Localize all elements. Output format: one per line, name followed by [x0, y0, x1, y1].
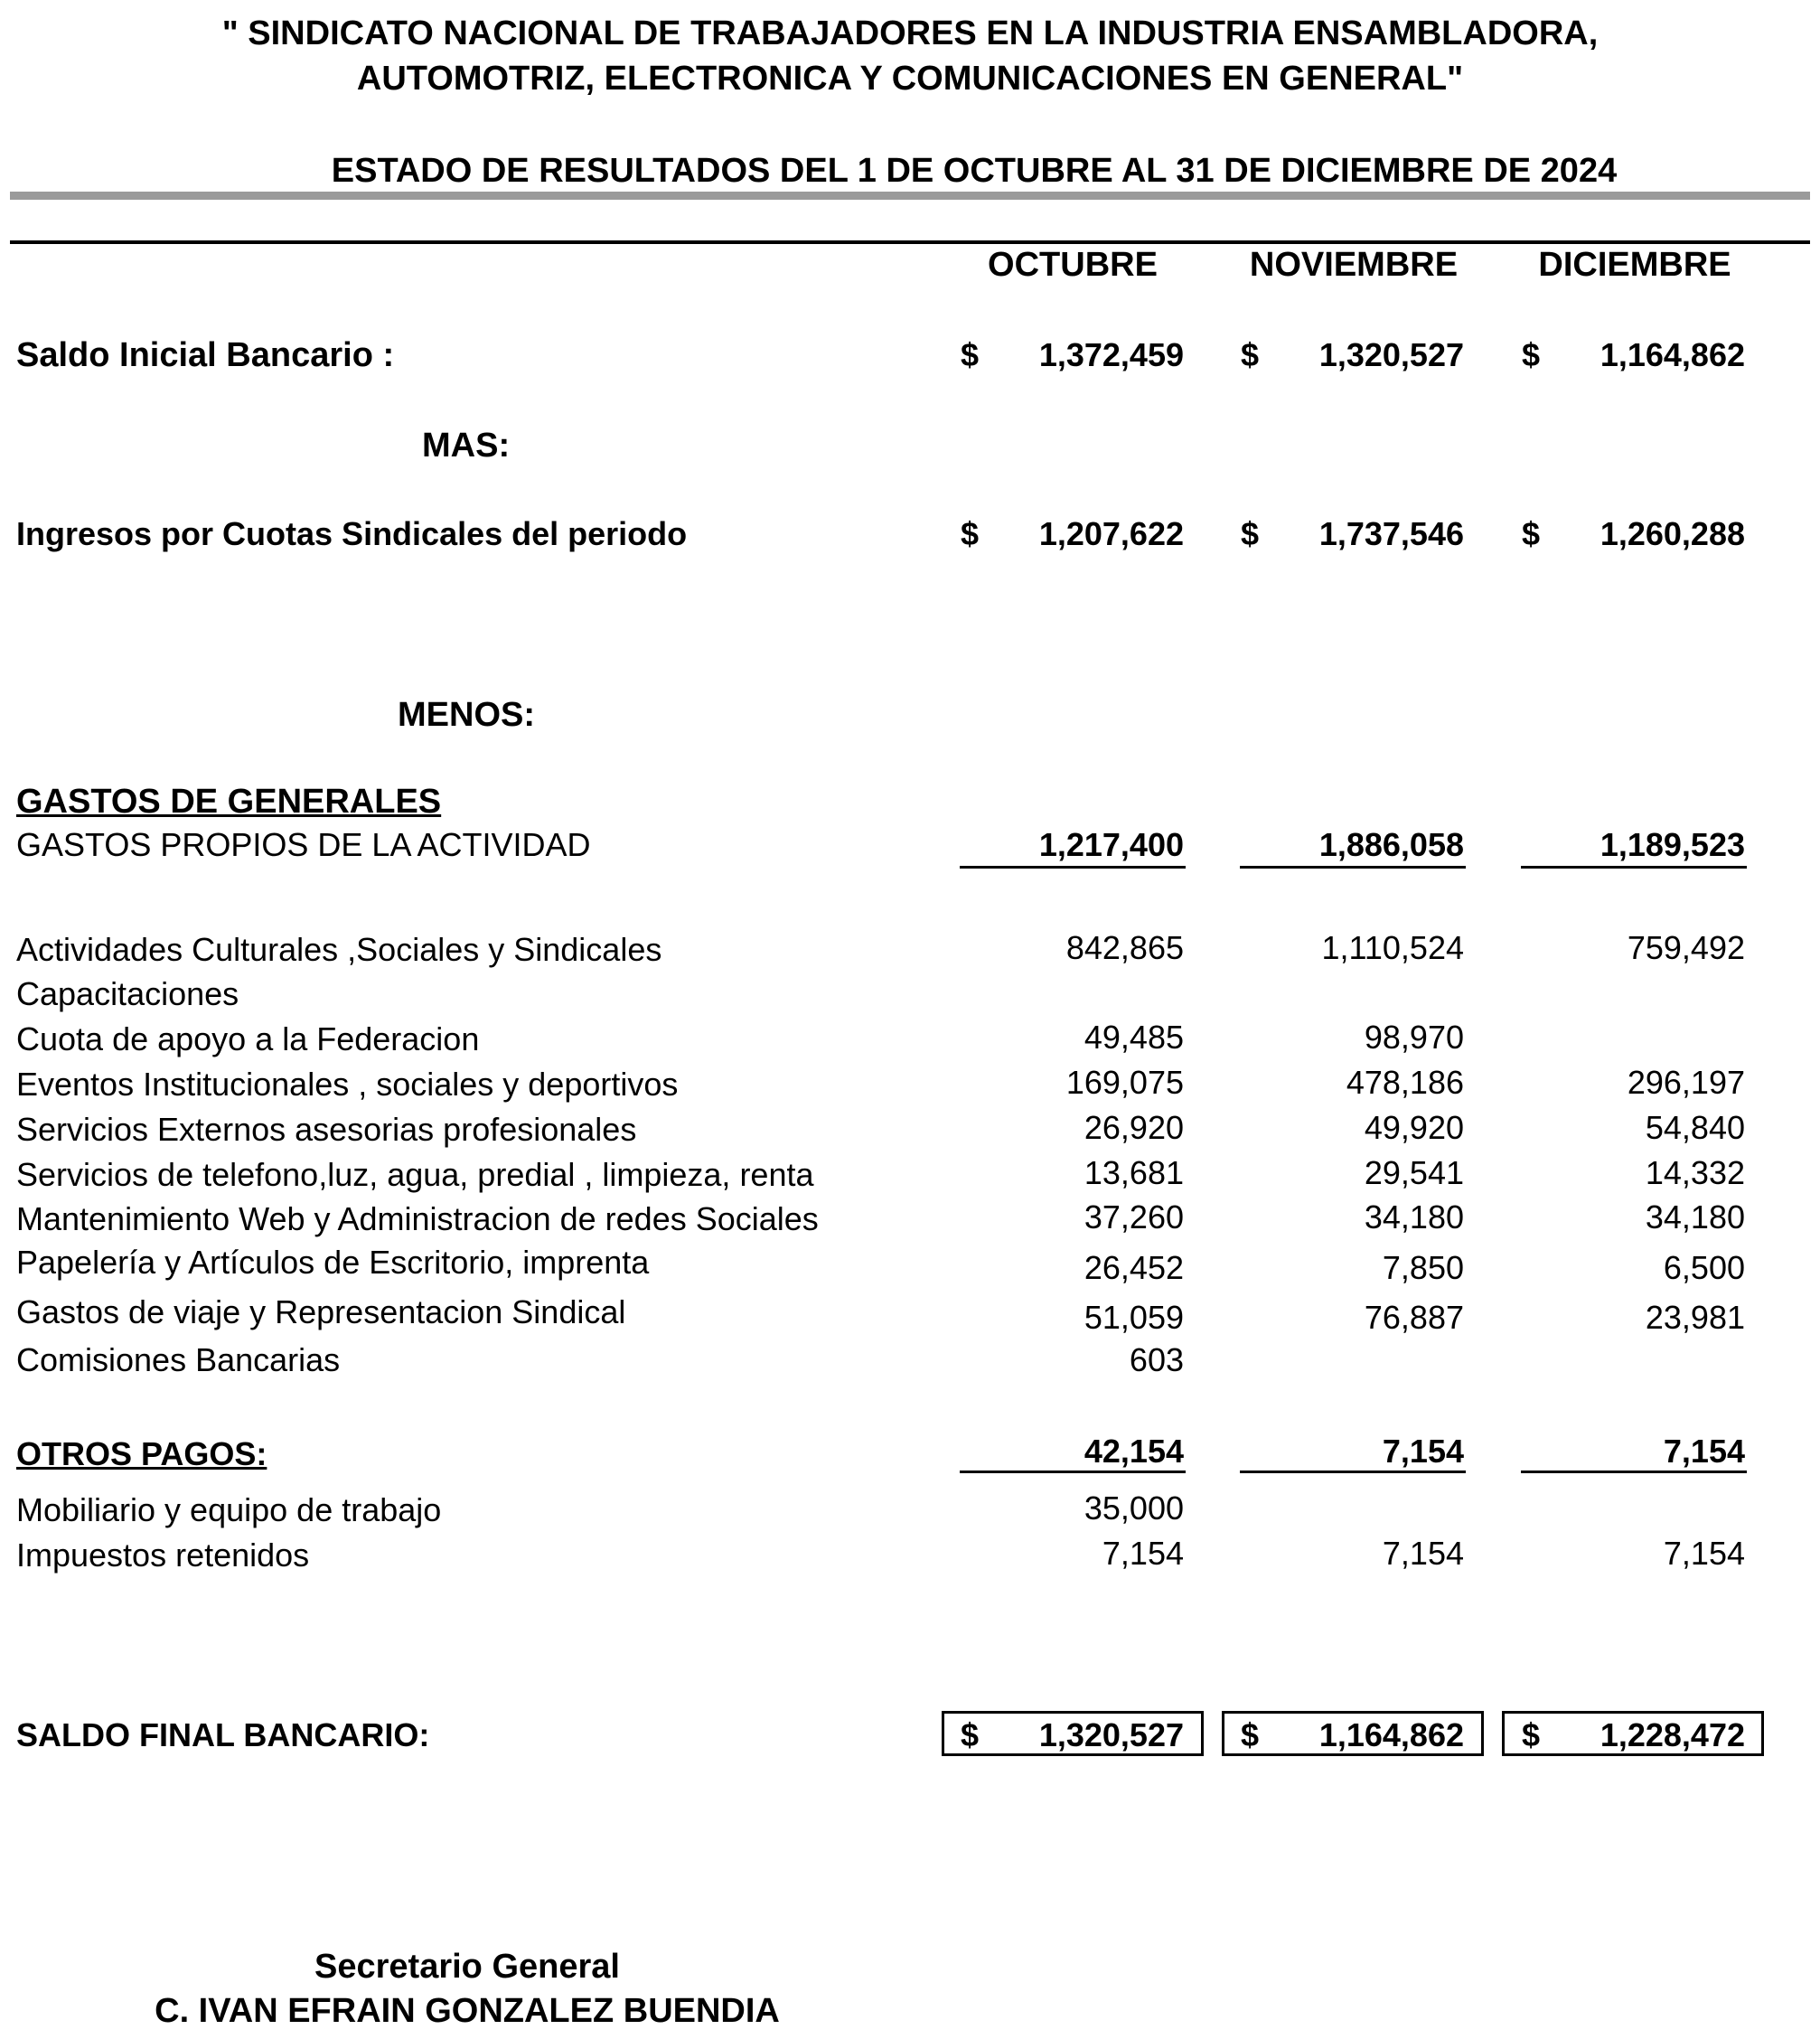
currency-sign: $ — [1241, 1716, 1260, 1753]
currency-sign: $ — [961, 336, 980, 373]
item-value-diciembre: 14,332 — [1645, 1154, 1745, 1191]
otros-pagos-octubre: 42,154 — [1084, 1433, 1184, 1470]
saldo-inicial-label: Saldo Inicial Bancario : — [16, 336, 395, 374]
item-label: Papelería y Artículos de Escritorio, imprenta — [16, 1244, 650, 1281]
item-value-diciembre: 7,154 — [1663, 1535, 1745, 1572]
saldo-final-noviembre: 1,164,862 — [1318, 1716, 1464, 1753]
item-label: Gastos de viaje y Representacion Sindical — [16, 1293, 626, 1330]
item-value-noviembre: 76,887 — [1364, 1299, 1464, 1336]
otros-pagos-noviembre: 7,154 — [1382, 1433, 1464, 1470]
item-value-diciembre: 6,500 — [1663, 1249, 1745, 1286]
gastos-propios-octubre: 1,217,400 — [1038, 826, 1184, 863]
item-value-octubre: 35,000 — [1084, 1489, 1184, 1527]
item-value-diciembre: 54,840 — [1645, 1109, 1745, 1146]
subtotal-underline — [1521, 866, 1747, 869]
gray-divider — [10, 192, 1810, 200]
item-value-octubre: 51,059 — [1084, 1299, 1184, 1336]
item-value-noviembre: 29,541 — [1364, 1154, 1464, 1191]
item-label: Mobiliario y equipo de trabajo — [16, 1491, 442, 1528]
otros-pagos-diciembre: 7,154 — [1663, 1433, 1745, 1470]
item-value-noviembre: 34,180 — [1364, 1198, 1464, 1236]
menos-label: MENOS: — [398, 696, 535, 734]
column-header-octubre: OCTUBRE — [988, 246, 1158, 284]
signature-name: C. IVAN EFRAIN GONZALEZ BUENDIA — [155, 1992, 780, 2030]
item-value-diciembre: 296,197 — [1627, 1064, 1745, 1101]
item-value-noviembre: 478,186 — [1346, 1064, 1464, 1101]
item-value-octubre: 49,485 — [1084, 1019, 1184, 1056]
mas-label: MAS: — [422, 427, 511, 465]
item-value-noviembre: 98,970 — [1364, 1019, 1464, 1056]
item-value-octubre: 26,920 — [1084, 1109, 1184, 1146]
ingresos-label: Ingresos por Cuotas Sindicales del periodo — [16, 515, 688, 552]
ingresos-octubre: 1,207,622 — [1038, 515, 1184, 552]
item-label: Servicios de telefono,luz, agua, predial , limpieza, renta — [16, 1156, 814, 1193]
ingresos-diciembre: 1,260,288 — [1600, 515, 1745, 552]
saldo-inicial-noviembre: 1,320,527 — [1318, 336, 1464, 373]
item-label: Comisiones Bancarias — [16, 1341, 341, 1378]
currency-sign: $ — [1522, 1716, 1541, 1753]
item-value-noviembre: 1,110,524 — [1321, 929, 1464, 966]
org-name-line2: AUTOMOTRIZ, ELECTRONICA Y COMUNICACIONES EN GENERAL" — [356, 60, 1464, 98]
currency-sign: $ — [961, 515, 980, 552]
subtotal-underline — [960, 866, 1186, 869]
currency-sign: $ — [961, 1716, 980, 1753]
item-label: Capacitaciones — [16, 975, 239, 1012]
column-header-diciembre: DICIEMBRE — [1538, 246, 1731, 284]
item-value-octubre: 37,260 — [1084, 1198, 1184, 1236]
item-label: Mantenimiento Web y Administracion de redes Sociales — [16, 1200, 819, 1237]
item-value-octubre: 842,865 — [1065, 929, 1184, 966]
currency-sign: $ — [1522, 336, 1541, 373]
currency-sign: $ — [1522, 515, 1541, 552]
gastos-propios-noviembre: 1,886,058 — [1318, 826, 1464, 863]
item-label: Eventos Institucionales , sociales y deportivos — [16, 1066, 679, 1103]
org-name-line1: " SINDICATO NACIONAL DE TRABAJADORES EN LA INDUSTRIA ENSAMBLADORA, — [221, 14, 1599, 52]
subtotal-underline — [1240, 866, 1466, 869]
gastos-generales-heading: GASTOS DE GENERALES — [16, 783, 442, 821]
currency-sign: $ — [1241, 515, 1260, 552]
saldo-final-label: SALDO FINAL BANCARIO: — [16, 1716, 430, 1753]
subtotal-underline — [1521, 1471, 1747, 1473]
saldo-inicial-diciembre: 1,164,862 — [1600, 336, 1745, 373]
item-value-octubre: 169,075 — [1065, 1064, 1184, 1101]
signature-role: Secretario General — [314, 1948, 620, 1986]
black-divider — [10, 240, 1810, 244]
item-value-diciembre: 759,492 — [1627, 929, 1745, 966]
saldo-final-diciembre: 1,228,472 — [1600, 1716, 1745, 1753]
saldo-final-octubre: 1,320,527 — [1038, 1716, 1184, 1753]
item-label: Actividades Culturales ,Sociales y Sindicales — [16, 931, 662, 968]
item-label: Impuestos retenidos — [16, 1536, 310, 1574]
item-value-octubre: 13,681 — [1084, 1154, 1184, 1191]
subtotal-underline — [1240, 1471, 1466, 1473]
column-header-noviembre: NOVIEMBRE — [1249, 246, 1459, 284]
item-value-octubre: 26,452 — [1084, 1249, 1184, 1286]
item-value-noviembre: 7,850 — [1382, 1249, 1464, 1286]
gastos-propios-label: GASTOS PROPIOS DE LA ACTIVIDAD — [16, 826, 591, 863]
item-value-noviembre: 49,920 — [1364, 1109, 1464, 1146]
item-value-octubre: 7,154 — [1102, 1535, 1184, 1572]
item-value-noviembre: 7,154 — [1382, 1535, 1464, 1572]
saldo-inicial-octubre: 1,372,459 — [1038, 336, 1184, 373]
ingresos-noviembre: 1,737,546 — [1318, 515, 1464, 552]
item-label: Servicios Externos asesorias profesionales — [16, 1111, 637, 1148]
gastos-propios-diciembre: 1,189,523 — [1600, 826, 1745, 863]
otros-pagos-heading: OTROS PAGOS: — [16, 1435, 267, 1472]
item-value-diciembre: 34,180 — [1645, 1198, 1745, 1236]
item-label: Cuota de apoyo a la Federacion — [16, 1020, 480, 1057]
subtotal-underline — [960, 1471, 1186, 1473]
item-value-diciembre: 23,981 — [1645, 1299, 1745, 1336]
item-value-octubre: 603 — [1129, 1341, 1184, 1378]
currency-sign: $ — [1241, 336, 1260, 373]
statement-title: ESTADO DE RESULTADOS DEL 1 DE OCTUBRE AL 31 DE DICIEMBRE DE 2024 — [331, 152, 1618, 190]
